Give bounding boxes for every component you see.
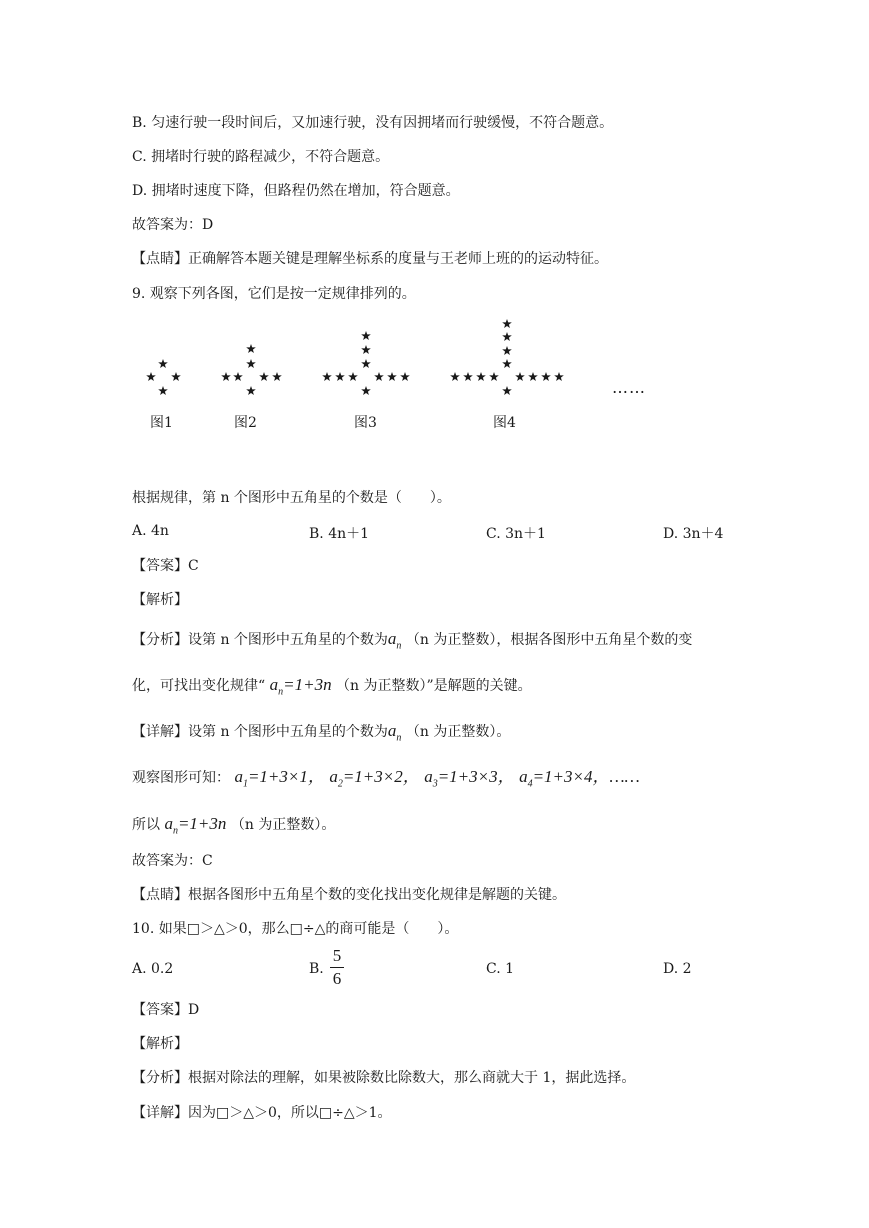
question-9: 9. 观察下列各图，它们是按一定规律排列的。: [132, 286, 416, 302]
a-n-symbol: $a_n$: [387, 629, 402, 652]
observation-line: [132, 768, 640, 793]
q10-option-b-prefix: B.: [309, 961, 324, 977]
analysis-header-q10: 【解析】: [132, 1036, 188, 1052]
question-9-ask: 根据规律，第 n 个图形中五角星的个数是（ ）。: [132, 490, 451, 506]
conclusion-line: [132, 815, 335, 840]
q9-option-a: A. 4n: [132, 523, 169, 539]
fenxi-text-b: （n 为正整数），根据各图形中五角星个数的变: [405, 632, 693, 648]
ellipsis-mark: ……: [612, 378, 646, 397]
option-c-explanation: C. 拥堵时行驶的路程减少，不符合题意。: [132, 149, 390, 165]
fenxi-text-d: （n 为正整数）”是解题的关键。: [336, 678, 532, 694]
answer-line-q9: 故答案为：C: [132, 853, 213, 869]
analysis-header-q9: 【解析】: [132, 592, 188, 608]
q9-option-c: C. 3n＋1: [486, 526, 546, 542]
fraction-denominator: 6: [332, 969, 342, 988]
fenxi-q10: 【分析】根据对除法的理解，如果被除数比除数大，那么商就大于 1，据此选择。: [132, 1070, 636, 1086]
fraction-numerator: 5: [332, 946, 342, 965]
fenxi-q9-line1: [132, 630, 692, 655]
q9-option-b: B. 4n＋1: [309, 526, 370, 542]
note-q8: 【点睛】正确解答本题关键是理解坐标系的度量与王老师上班的的运动特征。: [132, 251, 608, 267]
seq-term-4: $a_4=1+3\times 4$，……: [519, 767, 640, 790]
rule-formula: $a_n=1+3n$: [269, 675, 332, 698]
figure-3-stars: [322, 331, 410, 395]
fenxi-q9-line2: [132, 676, 532, 701]
figure-4-caption: 图4: [493, 415, 516, 431]
figure-2-caption: 图2: [234, 415, 257, 431]
figure-3-caption: 图3: [354, 415, 377, 431]
suoyi-label: 所以: [132, 817, 160, 833]
option-b-explanation: B. 匀速行驶一段时间后，又加速行驶，没有因拥堵而行驶缓慢，不符合题意。: [132, 115, 614, 131]
xiangjie-q9: [132, 722, 510, 747]
note-q9: 【点睛】根据各图形中五角星个数的变化找出变化规律是解题的关键。: [132, 887, 566, 903]
question-10: 10. 如果□＞△＞0，那么□÷△的商可能是（ ）。: [132, 921, 459, 937]
suoyi-text: （n 为正整数）。: [230, 817, 336, 833]
option-d-explanation: D. 拥堵时速度下降，但路程仍然在增加，符合题意。: [132, 183, 460, 199]
xiangjie-text-a: 【详解】设第 n 个图形中五角星的个数为: [132, 724, 388, 740]
answer-line-q8: 故答案为：D: [132, 217, 214, 233]
xiangjie-text-b: （n 为正整数）。: [405, 724, 511, 740]
observe-label: 观察图形可知：: [132, 770, 230, 786]
fraction-bar: [330, 967, 344, 968]
seq-term-1: $a_1=1+3\times 1$，: [234, 767, 325, 790]
answer-q10: 【答案】D: [132, 1002, 200, 1018]
star-figure-svg: [132, 312, 692, 442]
seq-term-2: $a_2=1+3\times 2$，: [329, 767, 420, 790]
q10-option-c: C. 1: [486, 961, 515, 977]
figure-1-caption: 图1: [150, 415, 173, 431]
xiangjie-q10: 【详解】因为□＞△＞0，所以□÷△＞1。: [132, 1105, 392, 1121]
q10-option-a: A. 0.2: [132, 961, 174, 977]
fenxi-text-c: 化，可找出变化规律“: [132, 678, 266, 694]
figure-2-stars: [221, 344, 282, 395]
seq-term-3: $a_3=1+3\times 3$，: [424, 767, 515, 790]
fenxi-text-a: 【分析】设第 n 个图形中五角星的个数为: [132, 632, 388, 648]
conclusion-formula: $a_n=1+3n$: [164, 814, 227, 837]
q9-option-d: D. 3n＋4: [663, 526, 724, 542]
answer-q9: 【答案】C: [132, 558, 199, 574]
q10-option-d: D. 2: [663, 961, 692, 977]
star-pattern-figure: [132, 312, 692, 442]
q10-option-b-fraction: [330, 946, 344, 989]
a-n-symbol-2: $a_n$: [387, 721, 402, 744]
figure-4-stars: [450, 319, 564, 395]
figure-1-stars: [146, 359, 181, 395]
